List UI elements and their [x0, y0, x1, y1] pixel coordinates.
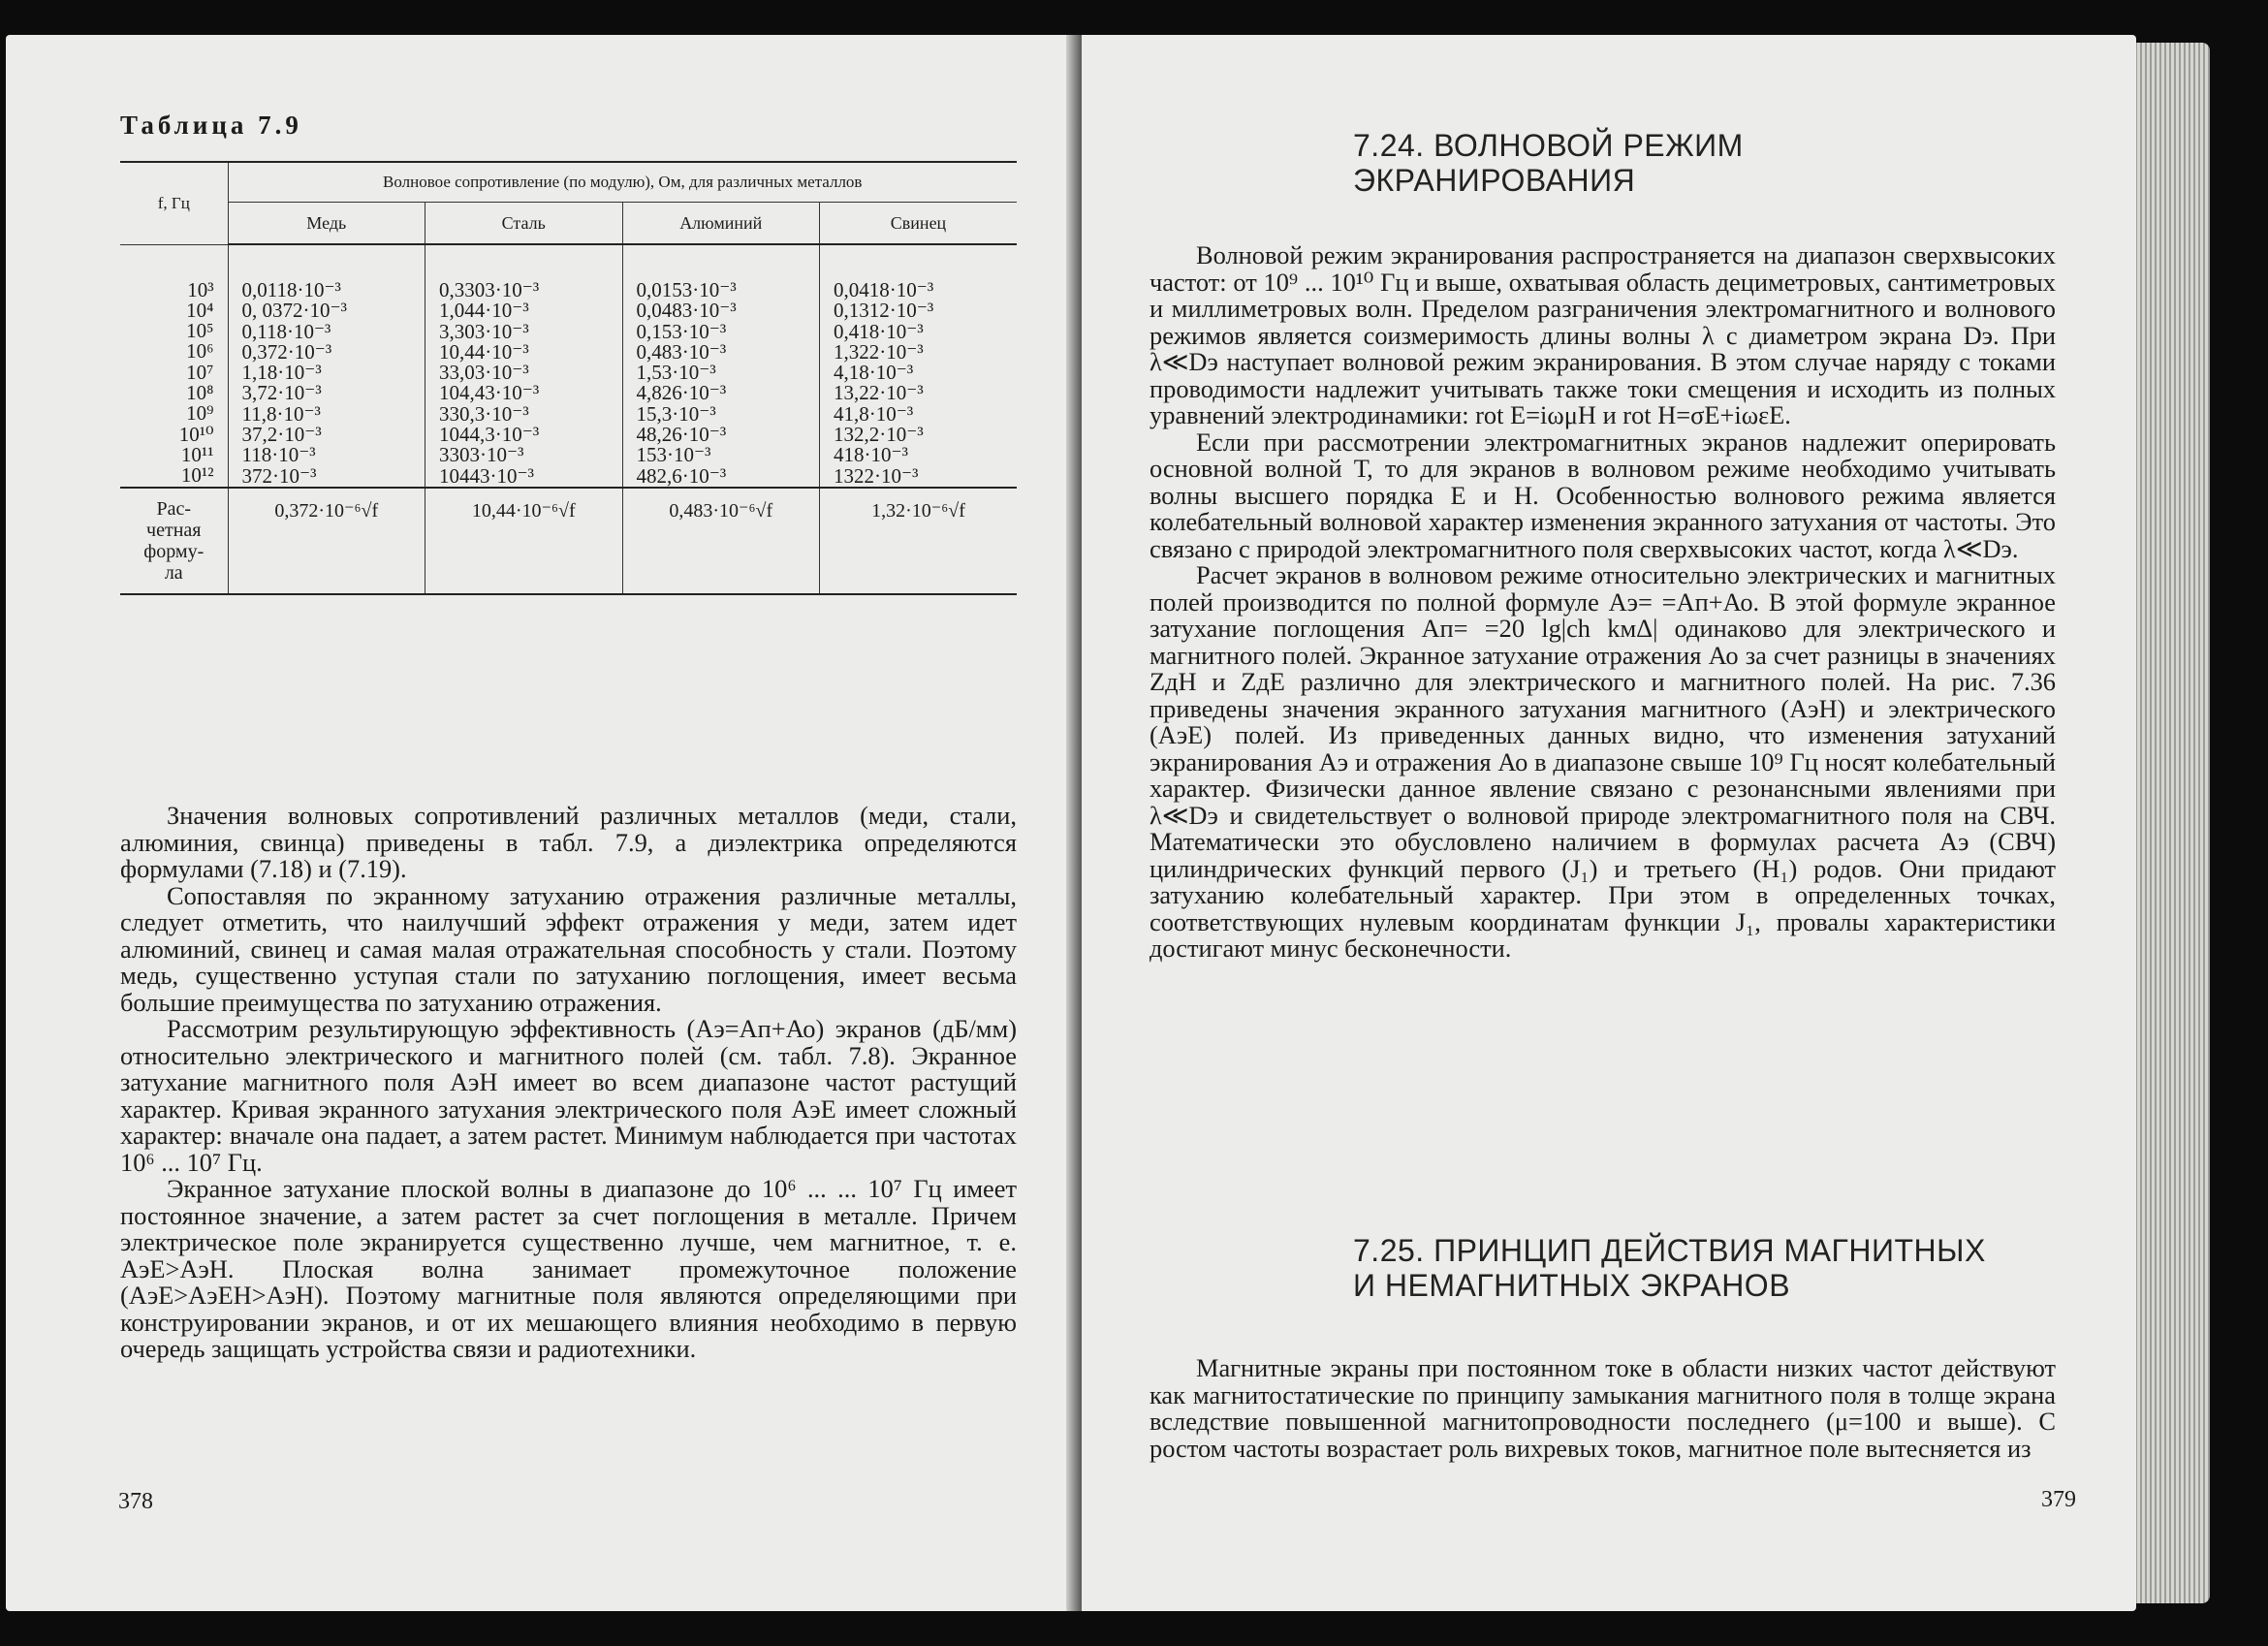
- paragraph: Сопоставляя по экранному затуханию отражения различные металлы, следует отметить, что наилучший эффект отражения у меди, затем идет алюминий, свинец и самая малая отражательная способность у стали. Поэтому медь, существенно уступая стали по затуханию поглощения, имеет весьма большие преимущества по затуханию отражения.: [120, 880, 1017, 1017]
- paragraph: Экранное затухание плоской волны в диапазоне до 10⁶ ... ... 10⁷ Гц имеет постоянное значение, а затем растет за счет поглощения в металле. Причем электрическое поле экранируется существенно лучше, чем магнитное, т. е. АэЕ>АэН. Плоская волна занимает промежуточное положение (АэЕ>АэЕН>АэН). Поэтому магнитные поля являются определяющими при конструировании экранов, и от их мешающего влияния необходимо в первую очередь защищать устройства связи и радиотехники.: [120, 1174, 1017, 1363]
- table-cell: 15,3·10⁻³: [636, 401, 716, 426]
- table-cell: 10⁴: [186, 298, 214, 322]
- formula-steel: 10,44·10⁻⁶√f: [425, 488, 623, 594]
- table-cell: 10443·10⁻³: [439, 463, 534, 488]
- table-cell: 0,153·10⁻³: [636, 319, 727, 343]
- table-cell: 10,44·10⁻³: [439, 339, 529, 364]
- group-header: Волновое сопротивление (по модулю), Ом, для различных металлов: [228, 162, 1017, 203]
- table-cell: 132,2·10⁻³: [834, 423, 924, 447]
- table-cell: 13,22·10⁻³: [834, 381, 924, 405]
- table-cell: 10⁹: [186, 401, 214, 426]
- table-cell: 372·10⁻³: [241, 463, 317, 488]
- table-cell: 37,2·10⁻³: [241, 423, 322, 447]
- page-number-left: 378: [118, 1489, 153, 1514]
- table-cell: 4,18·10⁻³: [834, 361, 914, 385]
- table-cell: 41,8·10⁻³: [834, 401, 914, 426]
- table-cell: 1,18·10⁻³: [241, 361, 322, 385]
- table-cell: 3,72·10⁻³: [241, 381, 322, 405]
- resistance-table: [120, 161, 1017, 595]
- table-cell: 0, 0372·10⁻³: [241, 299, 347, 323]
- table-cell: 104,43·10⁻³: [439, 381, 540, 405]
- table-cell: 153·10⁻³: [636, 443, 711, 467]
- paragraph: Волновой режим экранирования распространяется на диапазон сверхвысоких частот: от 10⁹ ... 10¹⁰ Гц и выше, охватывая область дециметровых, сантиметровых и миллиметровых волн. Пределом разграничения электромагнитного и волнового режимов является соизмеримость длины волны λ с диаметром экрана Dэ. При λ≪Dэ наступает волновой режим экранирования. В этом случае наряду с токами проводимости надлежит учитывать также токи смещения и исходить из полных уравнений электродинамики: rot E=iωμH и rot H=σE+iωεE.: [1150, 240, 2056, 429]
- table-cell: 10⁷: [186, 360, 214, 384]
- table-cell: 48,26·10⁻³: [636, 423, 727, 447]
- column-header-steel: Сталь: [425, 203, 623, 245]
- paragraph: Рассмотрим результирующую эффективность (Аэ=Ап+Ао) экранов (дБ/мм) относительно электрического и магнитного полей (см. табл. 7.8). Экранное затухание магнитного поля АэН имеет во всем диапазоне частот растущий характер. Кривая экранного затухания электрического поля АэЕ имеет сложный характер: вначале она падает, а затем растет. Минимум наблюдается при частотах 10⁶ ... 10⁷ Гц.: [120, 1014, 1017, 1177]
- title-line: ЭКРАНИРОВАНИЯ: [1353, 163, 1636, 198]
- table-cell: 1,044·10⁻³: [439, 299, 529, 323]
- table-cell: 418·10⁻³: [834, 443, 908, 467]
- table-cell: 0,1312·10⁻³: [834, 299, 934, 323]
- table-cell: 482,6·10⁻³: [636, 463, 727, 488]
- column-header-copper: Медь: [228, 203, 425, 245]
- section-7-25-text: [1150, 1355, 2056, 1462]
- table-cell: 0,3303·10⁻³: [439, 278, 540, 301]
- paragraph: Значения волновых сопротивлений различных металлов (меди, стали, алюминия, свинца) приведены в табл. 7.9, а диэлектрика определяются формулами (7.18) и (7.19).: [120, 801, 1017, 883]
- table-caption: Таблица 7.9: [120, 111, 302, 140]
- title-line: И НЕМАГНИТНЫХ ЭКРАНОВ: [1353, 1268, 1791, 1303]
- right-page: [1082, 35, 2136, 1611]
- table-cell: 0,0483·10⁻³: [636, 299, 737, 323]
- title-line: 7.24. ВОЛНОВОЙ РЕЖИМ: [1353, 128, 1744, 163]
- table-cell: Рас-: [156, 497, 192, 520]
- section-title-7-24: [1353, 128, 1744, 198]
- formula-lead: 1,32·10⁻⁶√f: [820, 488, 1018, 594]
- steel-column: [425, 244, 623, 488]
- column-header-lead: Свинец: [820, 203, 1018, 245]
- table-cell: 10¹¹: [180, 442, 214, 466]
- table-cell: 0,0118·10⁻³: [241, 278, 341, 301]
- left-page: [6, 35, 1076, 1611]
- table-cell: 10¹²: [180, 463, 214, 488]
- table-cell: 4,826·10⁻³: [636, 381, 727, 405]
- section-title-7-25: [1353, 1233, 1986, 1303]
- formula-aluminum: 0,483·10⁻⁶√f: [622, 488, 820, 594]
- table-cell: 10³: [187, 277, 214, 301]
- aluminum-column: [622, 244, 820, 488]
- table-cell: 3303·10⁻³: [439, 443, 524, 467]
- left-body-text: [120, 803, 1017, 1363]
- table-cell: 0,0153·10⁻³: [636, 278, 737, 301]
- table-cell: 330,3·10⁻³: [439, 401, 529, 426]
- table-cell: четная: [146, 519, 202, 541]
- lead-column: [820, 244, 1018, 488]
- freq-header: f, Гц: [120, 162, 228, 244]
- table-cell: 10⁵: [186, 319, 214, 343]
- table-cell: 10⁸: [186, 380, 214, 404]
- table-cell: 1,322·10⁻³: [834, 339, 924, 364]
- formula-copper: 0,372·10⁻⁶√f: [228, 488, 425, 594]
- table-cell: форму-: [143, 540, 205, 562]
- table-cell: 118·10⁻³: [241, 443, 316, 467]
- title-line: 7.25. ПРИНЦИП ДЕЙСТВИЯ МАГНИТНЫХ: [1353, 1233, 1986, 1268]
- paragraph: Расчет экранов в волновом режиме относительно электрических и магнитных полей производится по полной формуле Аэ= =Ап+Ао. В этой формуле экранное затухание поглощения Ап= =20 lg|ch kмΔ| одинаково для электрического и магнитного полей. Экранное затухание отражения Ао за счет разницы в значениях ZдН и ZдЕ различно для электрического и магнитного полей. На рис. 7.36 приведены значения экранного затухания магнитного (АэН) и электрического (АэЕ) полей. Из приведенных данных видно, что изменения затуханий экранирования Аэ и отражения Ао в диапазоне свыше 10⁹ Гц носят колебательный характер. Физически данное явление связано с резонансными явлениями при λ≪Dэ и свидетельствует о волновой природе электромагнитного поля на СВЧ. Математически это обусловлено наличием в формулах расчета Аэ (СВЧ) цилиндрических функций первого (J₁) и третьего (Н₁) родов. Они придают затуханию колебательный характер. При этом в определенных точках, соответствующих нулевым координатам функции J₁, провалы характеристики достигают минус бесконечности.: [1150, 560, 2056, 963]
- table-cell: 11,8·10⁻³: [241, 401, 321, 426]
- formula-label: [120, 488, 228, 594]
- table-cell: ла: [164, 561, 183, 584]
- copper-column: [228, 244, 425, 488]
- table-cell: 1,53·10⁻³: [636, 361, 716, 385]
- table-cell: 0,483·10⁻³: [636, 339, 727, 364]
- table-cell: 0,118·10⁻³: [241, 319, 331, 343]
- page-number-right: 379: [2041, 1487, 2076, 1512]
- table-cell: 0,418·10⁻³: [834, 319, 924, 343]
- table-cell: 33,03·10⁻³: [439, 361, 529, 385]
- paragraph: Магнитные экраны при постоянном токе в области низких частот действуют как магнитостатические по принципу замыкания магнитного поля в толще экрана вследствие повышенной магнитопроводности последнего (μ=100 и выше). С ростом частоты возрастает роль вихревых токов, магнитное поле вытесняется из: [1150, 1353, 2056, 1463]
- column-header-aluminum: Алюминий: [622, 203, 820, 245]
- freq-column: [120, 244, 228, 488]
- table-cell: 10⁶: [186, 339, 214, 364]
- table-cell: 0,372·10⁻³: [241, 339, 332, 364]
- table-cell: 0,0418·10⁻³: [834, 278, 934, 301]
- paragraph: Если при рассмотрении электромагнитных экранов надлежит оперировать основной волной Т, то для экранов в волновом режиме необходимо учитывать волны высшего порядка Е и Н. Особенностью волнового режима является колебательный волновой характер изменения экранного затухания от частоты. Это связано с природой электромагнитного поля сверхвысоких частот, когда λ≪Dэ.: [1150, 427, 2056, 563]
- book-page-edges: [2132, 43, 2210, 1603]
- table-cell: 3,303·10⁻³: [439, 319, 529, 343]
- table-cell: 1322·10⁻³: [834, 463, 919, 488]
- section-7-24-text: [1150, 242, 2056, 963]
- table-cell: 1044,3·10⁻³: [439, 423, 540, 447]
- table-cell: 10¹⁰: [178, 422, 214, 446]
